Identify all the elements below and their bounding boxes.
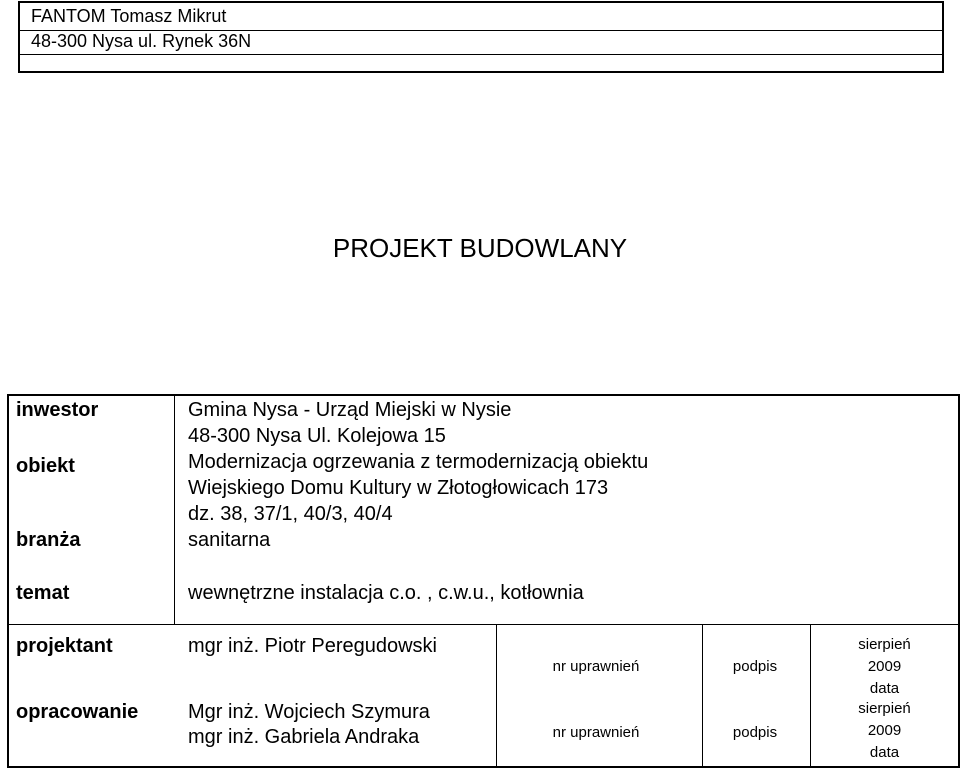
designer-license: nr uprawnień bbox=[552, 658, 640, 675]
license-column-divider bbox=[496, 624, 497, 766]
object-line-3: dz. 38, 37/1, 40/3, 40/4 bbox=[188, 503, 393, 525]
company-name: FANTOM Tomasz Mikrut bbox=[31, 6, 227, 26]
object-line-1: Modernizacja ogrzewania z termodernizacją obiektu bbox=[188, 451, 649, 473]
designer-month: sierpień bbox=[858, 636, 911, 653]
prepared-name-1: Mgr inż. Wojciech Szymura bbox=[188, 701, 430, 723]
branch-label: branża bbox=[16, 529, 81, 551]
label-column-divider bbox=[174, 396, 175, 624]
branch-value: sanitarna bbox=[188, 529, 271, 551]
object-line-2: Wiejskiego Domu Kultury w Złotogłowicach 173 bbox=[188, 477, 609, 499]
investor-line-1: Gmina Nysa - Urząd Miejski w Nysie bbox=[188, 399, 512, 421]
investor-line-2: 48-300 Nysa Ul. Kolejowa 15 bbox=[188, 425, 446, 447]
prepared-year: 2009 bbox=[867, 722, 902, 739]
object-label: obiekt bbox=[16, 455, 75, 477]
company-address: 48-300 Nysa ul. Rynek 36N bbox=[31, 31, 252, 51]
document-title: PROJEKT BUDOWLANY bbox=[332, 233, 628, 263]
prepared-license: nr uprawnień bbox=[552, 724, 640, 741]
header-box bbox=[18, 1, 944, 73]
designer-signature: podpis bbox=[732, 658, 778, 675]
prepared-name-2: mgr inż. Gabriela Andraka bbox=[188, 726, 420, 748]
subject-value: wewnętrzne instalacja c.o. , c.w.u., kotłownia bbox=[188, 582, 584, 604]
subject-label: temat bbox=[16, 582, 70, 604]
header-divider-2 bbox=[20, 54, 942, 55]
designer-date-label: data bbox=[869, 680, 900, 697]
investor-label: inwestor bbox=[16, 399, 99, 421]
designer-name: mgr inż. Piotr Peregudowski bbox=[188, 635, 437, 657]
prepared-signature: podpis bbox=[732, 724, 778, 741]
designer-year: 2009 bbox=[867, 658, 902, 675]
designer-label: projektant bbox=[16, 635, 113, 657]
prepared-label: opracowanie bbox=[16, 701, 139, 723]
designer-row-divider bbox=[9, 624, 958, 625]
signature-column-divider bbox=[702, 624, 703, 766]
prepared-date-label: data bbox=[869, 744, 900, 761]
prepared-month: sierpień bbox=[858, 700, 911, 717]
